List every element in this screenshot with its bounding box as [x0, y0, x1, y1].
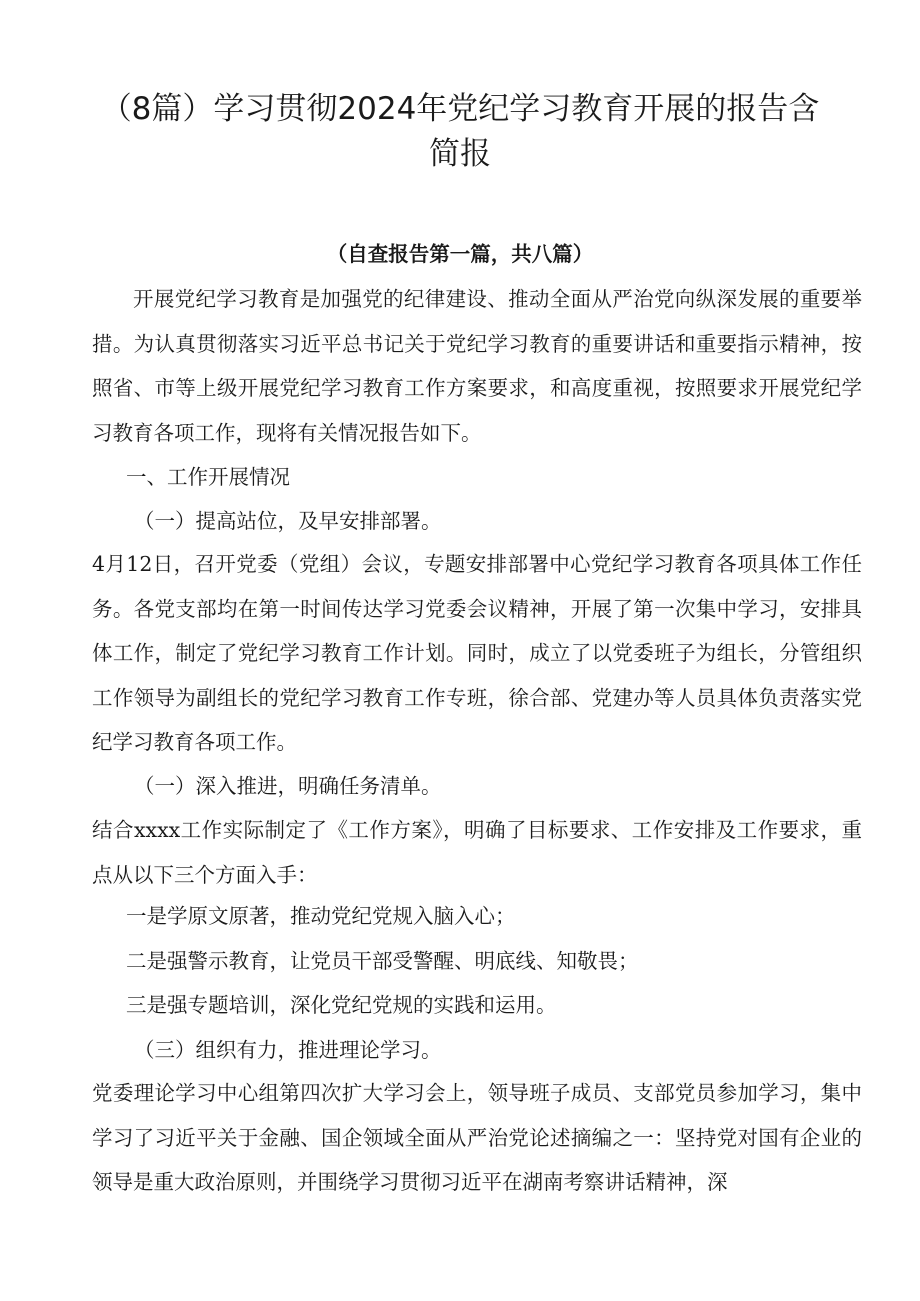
document-title-line2: 简报 — [429, 136, 491, 172]
subsection-body-1: 4月12日，召开党委（党组）会议，专题安排部署中心党纪学习教育各项具体工作任务。各党支部均在第一时间传达学习党委会议精神，开展了第一次集中学习，安排具体工作，制定了党纪学习教育工作计划。同时，成立了以党委班子为组长，分管组织工作领导为副组长的党纪学习教育工作专班，徐合部、党建办等人员具体负责落实党纪学习教育各项工作。 — [92, 552, 862, 754]
list-item: 一是学原文原著，推动党纪党规入脑入心； — [126, 904, 516, 928]
subsection-heading-3: （三）组织有力，推进理论学习。 — [134, 1038, 442, 1062]
list-item: 三是强专题培训，深化党纪党规的实践和运用。 — [126, 993, 557, 1017]
subsection-body-3: 党委理论学习中心组第四次扩大学习会上，领导班子成员、支部党员参加学习，集中学习了习近平关于金融、国企领域全面从严治党论述摘编之一：坚持党对国有企业的领导是重大政治原则，并围绕学习贯彻习近平在湖南考察讲话精神，深 — [92, 1081, 862, 1194]
document-subtitle: （自查报告第一篇，共八篇） — [326, 242, 594, 266]
subsection-heading-1: （一）提高站位，及早安排部署。 — [134, 509, 442, 533]
list-item: 二是强警示教育，让党员干部受警醒、明底线、知敬畏； — [126, 949, 639, 973]
intro-paragraph: 开展党纪学习教育是加强党的纪律建设、推动全面从严治党向纵深发展的重要举措。为认真贯彻落实习近平总书记关于党纪学习教育的重要讲话和重要指示精神，按照省、市等上级开展党纪学习教育工作方案要求，和高度重视，按照要求开展党纪学习教育各项工作，现将有关情况报告如下。 — [92, 287, 862, 445]
subsection-heading-2: （一）深入推进，明确任务清单。 — [134, 774, 442, 798]
section-heading: 一、工作开展情况 — [126, 465, 290, 489]
subsection-body-2: 结合xxxx工作实际制定了《工作方案》，明确了目标要求、工作安排及工作要求，重点从以下三个方面入手： — [92, 818, 862, 887]
document-title-line1: （8篇）学习贯彻2024年党纪学习教育开展的报告含 — [100, 91, 820, 127]
